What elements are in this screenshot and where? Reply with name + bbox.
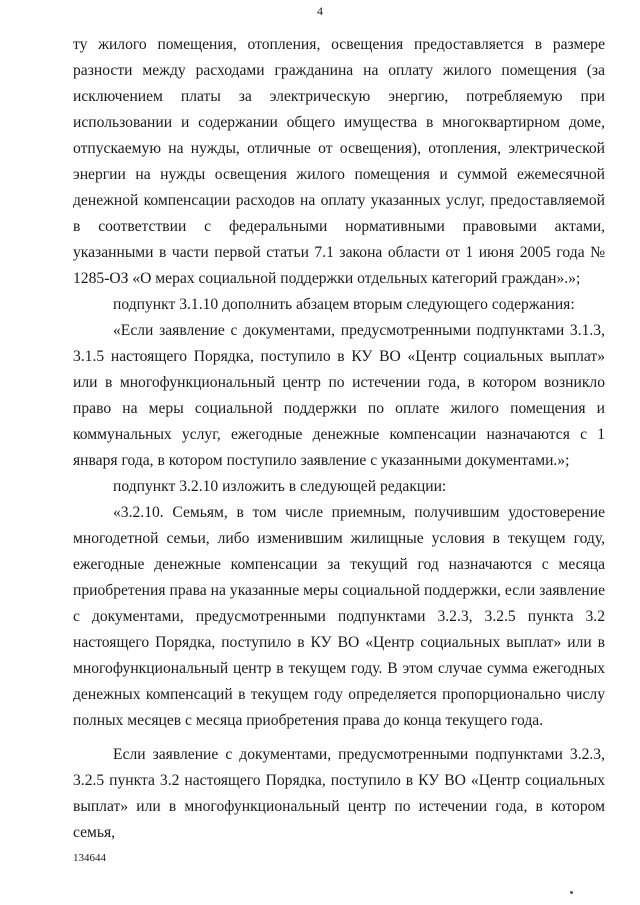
document-body <box>73 32 605 846</box>
paragraph-quote-3-1-10: «Если заявление с документами, предусмотренными подпунктами 3.1.3, 3.1.5 настоящего Порядка, поступило в КУ ВО «Центр социальных выплат» или в многофункциональный центр по истечении года, в котором возникло право на меры социальной поддержки по оплате жилого помещения и коммунальных услуг, ежегодные денежные компенсации назначаются с 1 января года, в котором поступило заявление с указанными документами.»; <box>73 322 605 469</box>
paragraph-subpoint-3-1-10: подпункт 3.1.10 дополнить абзацем вторым следующего содержания: <box>113 296 575 313</box>
paragraph-quote-3-2-10: «3.2.10. Семьям, в том числе приемным, получившим удостоверение многодетной семьи, либо изменившим жилищные условия в текущем году, ежегодные денежные компенсации за текущий год назначаются с месяца приобретения права на указанные меры социальной поддержки, если заявление с документами, предусмотренными подпунктами 3.2.3, 3.2.5 пункта 3.2 настоящего Порядка, поступило в КУ ВО «Центр социальных выплат» или в многофункциональный центр в текущем году. В этом случае сумма ежегодных денежных компенсаций в текущем году определяется пропорционально числу полных месяцев с месяца приобретения права до конца текущего года. <box>73 504 605 729</box>
paragraph-continuation: ту жилого помещения, отопления, освещения предоставляется в размере разности между расходами гражданина на оплату жилого помещения (за исключением платы за электрическую энергию, потребляемую при использовании и содержании общего имущества в многоквартирном доме, отпускаемую на нужды, отличные от освещения), отопления, электрической энергии на нужды освещения жилого помещения и суммой ежемесячной денежной компенсации расходов на оплату указанных услуг, предоставляемой в соответствии с федеральными нормативными правовыми актами, указанными в части первой статьи 7.1 закона области от 1 июня 2005 года № 1285-ОЗ «О мерах социальной поддержки отдельных категорий граждан».»; <box>73 36 605 287</box>
paragraph-if-application: Если заявление с документами, предусмотренными подпунктами 3.2.3, 3.2.5 пункта 3.2 настоящего Порядка, поступило в КУ ВО «Центр социальных выплат» или в многофункциональный центр по истечении года, в котором семья, <box>73 746 605 841</box>
scan-artifact-dot <box>570 891 573 894</box>
paragraph-subpoint-3-2-10: подпункт 3.2.10 изложить в следующей редакции: <box>113 478 447 495</box>
page-number: 4 <box>317 4 323 18</box>
document-code: 134644 <box>73 852 106 864</box>
